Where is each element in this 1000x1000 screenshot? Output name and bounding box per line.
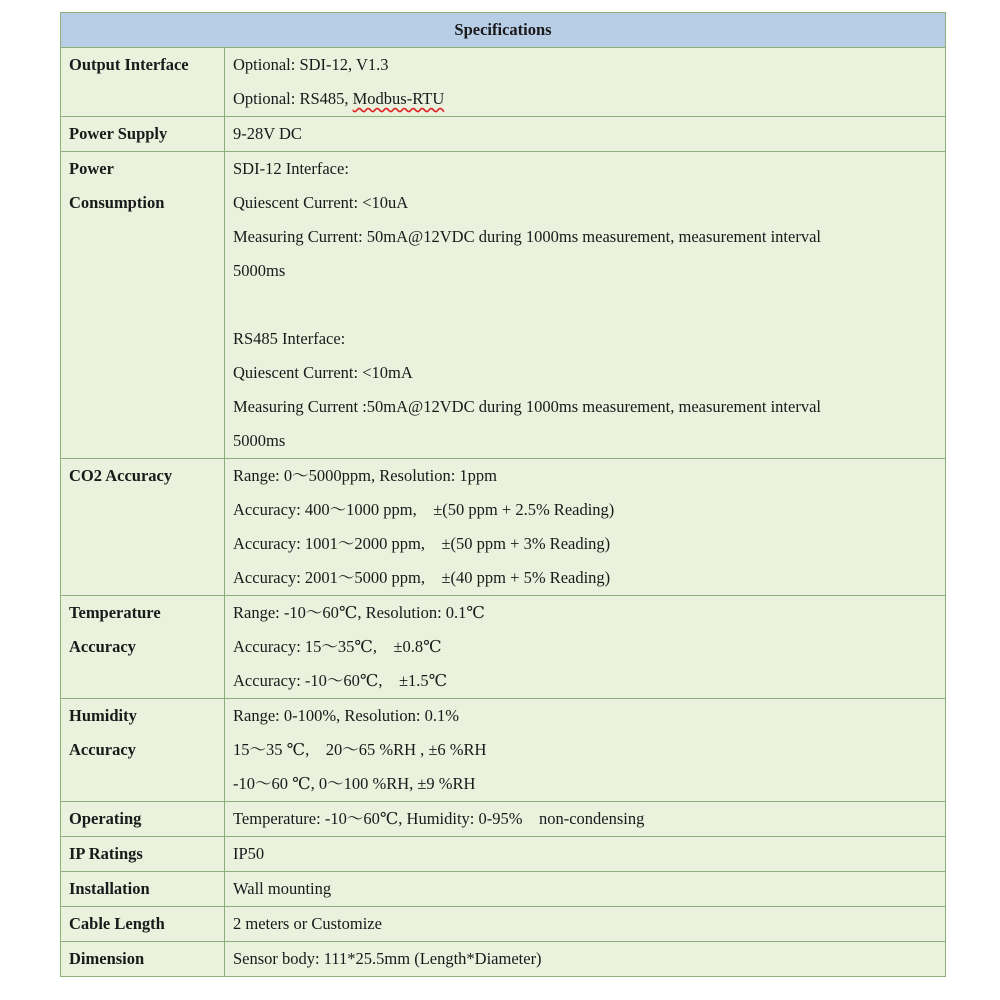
spec-value-line: Accuracy: 15～35℃, ±0.8℃ — [233, 637, 442, 656]
spec-row-installation — [61, 872, 946, 907]
spec-value-line: -10～60 ℃, 0～100 %RH, ±9 %RH — [233, 774, 476, 793]
spec-row-cable-length — [61, 907, 946, 942]
spec-label-line: Humidity — [69, 706, 137, 725]
spec-value — [225, 596, 946, 699]
spec-value-line: Quiescent Current: <10uA — [233, 193, 409, 212]
spec-row-operating — [61, 802, 946, 837]
specifications-table — [60, 12, 946, 977]
spec-label-line: Temperature — [69, 603, 161, 622]
spec-value-line: 5000ms — [233, 261, 286, 280]
spec-value-line: Sensor body: 111*25.5mm (Length*Diameter) — [233, 949, 542, 968]
spec-value-line: Accuracy: 400～1000 ppm, ±(50 ppm + 2.5% Reading) — [233, 500, 615, 519]
spec-value-line: Accuracy: 1001～2000 ppm, ±(50 ppm + 3% Reading) — [233, 534, 611, 553]
spec-label-line: Accuracy — [69, 637, 136, 656]
spec-label — [61, 117, 225, 152]
spec-label-line: Operating — [69, 809, 142, 828]
spec-label — [61, 596, 225, 699]
spec-value-line: Measuring Current: 50mA@12VDC during 1000ms measurement, measurement interval — [233, 227, 821, 246]
spec-value — [225, 117, 946, 152]
spec-label-line: CO2 Accuracy — [69, 466, 173, 485]
spec-label-line: Accuracy — [69, 740, 136, 759]
spec-value-line: SDI-12 Interface: — [233, 159, 349, 178]
spec-label-line: Dimension — [69, 949, 145, 968]
spec-value-line: Measuring Current :50mA@12VDC during 1000ms measurement, measurement interval — [233, 397, 821, 416]
spec-label — [61, 152, 225, 459]
spec-label — [61, 802, 225, 837]
spellcheck-underlined-word: Modbus-RTU — [352, 89, 445, 108]
spec-value — [225, 48, 946, 117]
spec-row-temperature-accuracy — [61, 596, 946, 699]
spec-value-line: 15～35 ℃, 20～65 %RH , ±6 %RH — [233, 740, 487, 759]
spec-row-ip-ratings — [61, 837, 946, 872]
spec-label — [61, 942, 225, 977]
spec-value — [225, 459, 946, 596]
spec-value-line: Quiescent Current: <10mA — [233, 363, 413, 382]
spec-row-power-consumption — [61, 152, 946, 459]
spec-value — [225, 942, 946, 977]
spec-label-line: Installation — [69, 879, 150, 898]
spec-value — [225, 837, 946, 872]
spec-label — [61, 48, 225, 117]
spec-value-line: 5000ms — [233, 431, 286, 450]
spec-value — [225, 872, 946, 907]
spec-value-line: Range: -10～60℃, Resolution: 0.1℃ — [233, 603, 485, 622]
spec-value-line: Range: 0-100%, Resolution: 0.1% — [233, 706, 459, 725]
spec-value-line: Optional: SDI-12, V1.3 — [233, 55, 389, 74]
spec-label-line: Consumption — [69, 193, 165, 212]
spec-value-line: Optional: RS485, Modbus-RTU — [233, 89, 445, 108]
spec-label-line: Output Interface — [69, 55, 189, 74]
spec-label — [61, 699, 225, 802]
spec-row-power-supply — [61, 117, 946, 152]
spec-label-line: Power — [69, 159, 114, 178]
spec-value-line: Temperature: -10～60℃, Humidity: 0-95% non-condensing — [233, 809, 645, 828]
table-header-row — [61, 13, 946, 48]
table-title: Specifications — [61, 13, 946, 48]
spec-value — [225, 152, 946, 459]
spec-label-line: Power Supply — [69, 124, 168, 143]
spec-row-co2-accuracy — [61, 459, 946, 596]
spec-label — [61, 459, 225, 596]
spec-value-line: Wall mounting — [233, 879, 332, 898]
spec-value-line: RS485 Interface: — [233, 329, 346, 348]
spec-label — [61, 872, 225, 907]
spec-value-line: Accuracy: -10～60℃, ±1.5℃ — [233, 671, 448, 690]
spec-value — [225, 907, 946, 942]
spec-value-line: 9-28V DC — [233, 124, 302, 143]
spec-value-line: IP50 — [233, 844, 265, 863]
spec-value — [225, 802, 946, 837]
spec-value-line: Range: 0～5000ppm, Resolution: 1ppm — [233, 466, 497, 485]
spec-label-line: IP Ratings — [69, 844, 143, 863]
spec-value-line: Accuracy: 2001～5000 ppm, ±(40 ppm + 5% Reading) — [233, 568, 611, 587]
spec-label-line: Cable Length — [69, 914, 165, 933]
spec-label — [61, 837, 225, 872]
spec-value-spacer — [233, 288, 941, 322]
spec-label — [61, 907, 225, 942]
spec-row-dimension — [61, 942, 946, 977]
spec-value — [225, 699, 946, 802]
spec-value-line: 2 meters or Customize — [233, 914, 382, 933]
spec-row-humidity-accuracy — [61, 699, 946, 802]
spec-row-output-interface — [61, 48, 946, 117]
